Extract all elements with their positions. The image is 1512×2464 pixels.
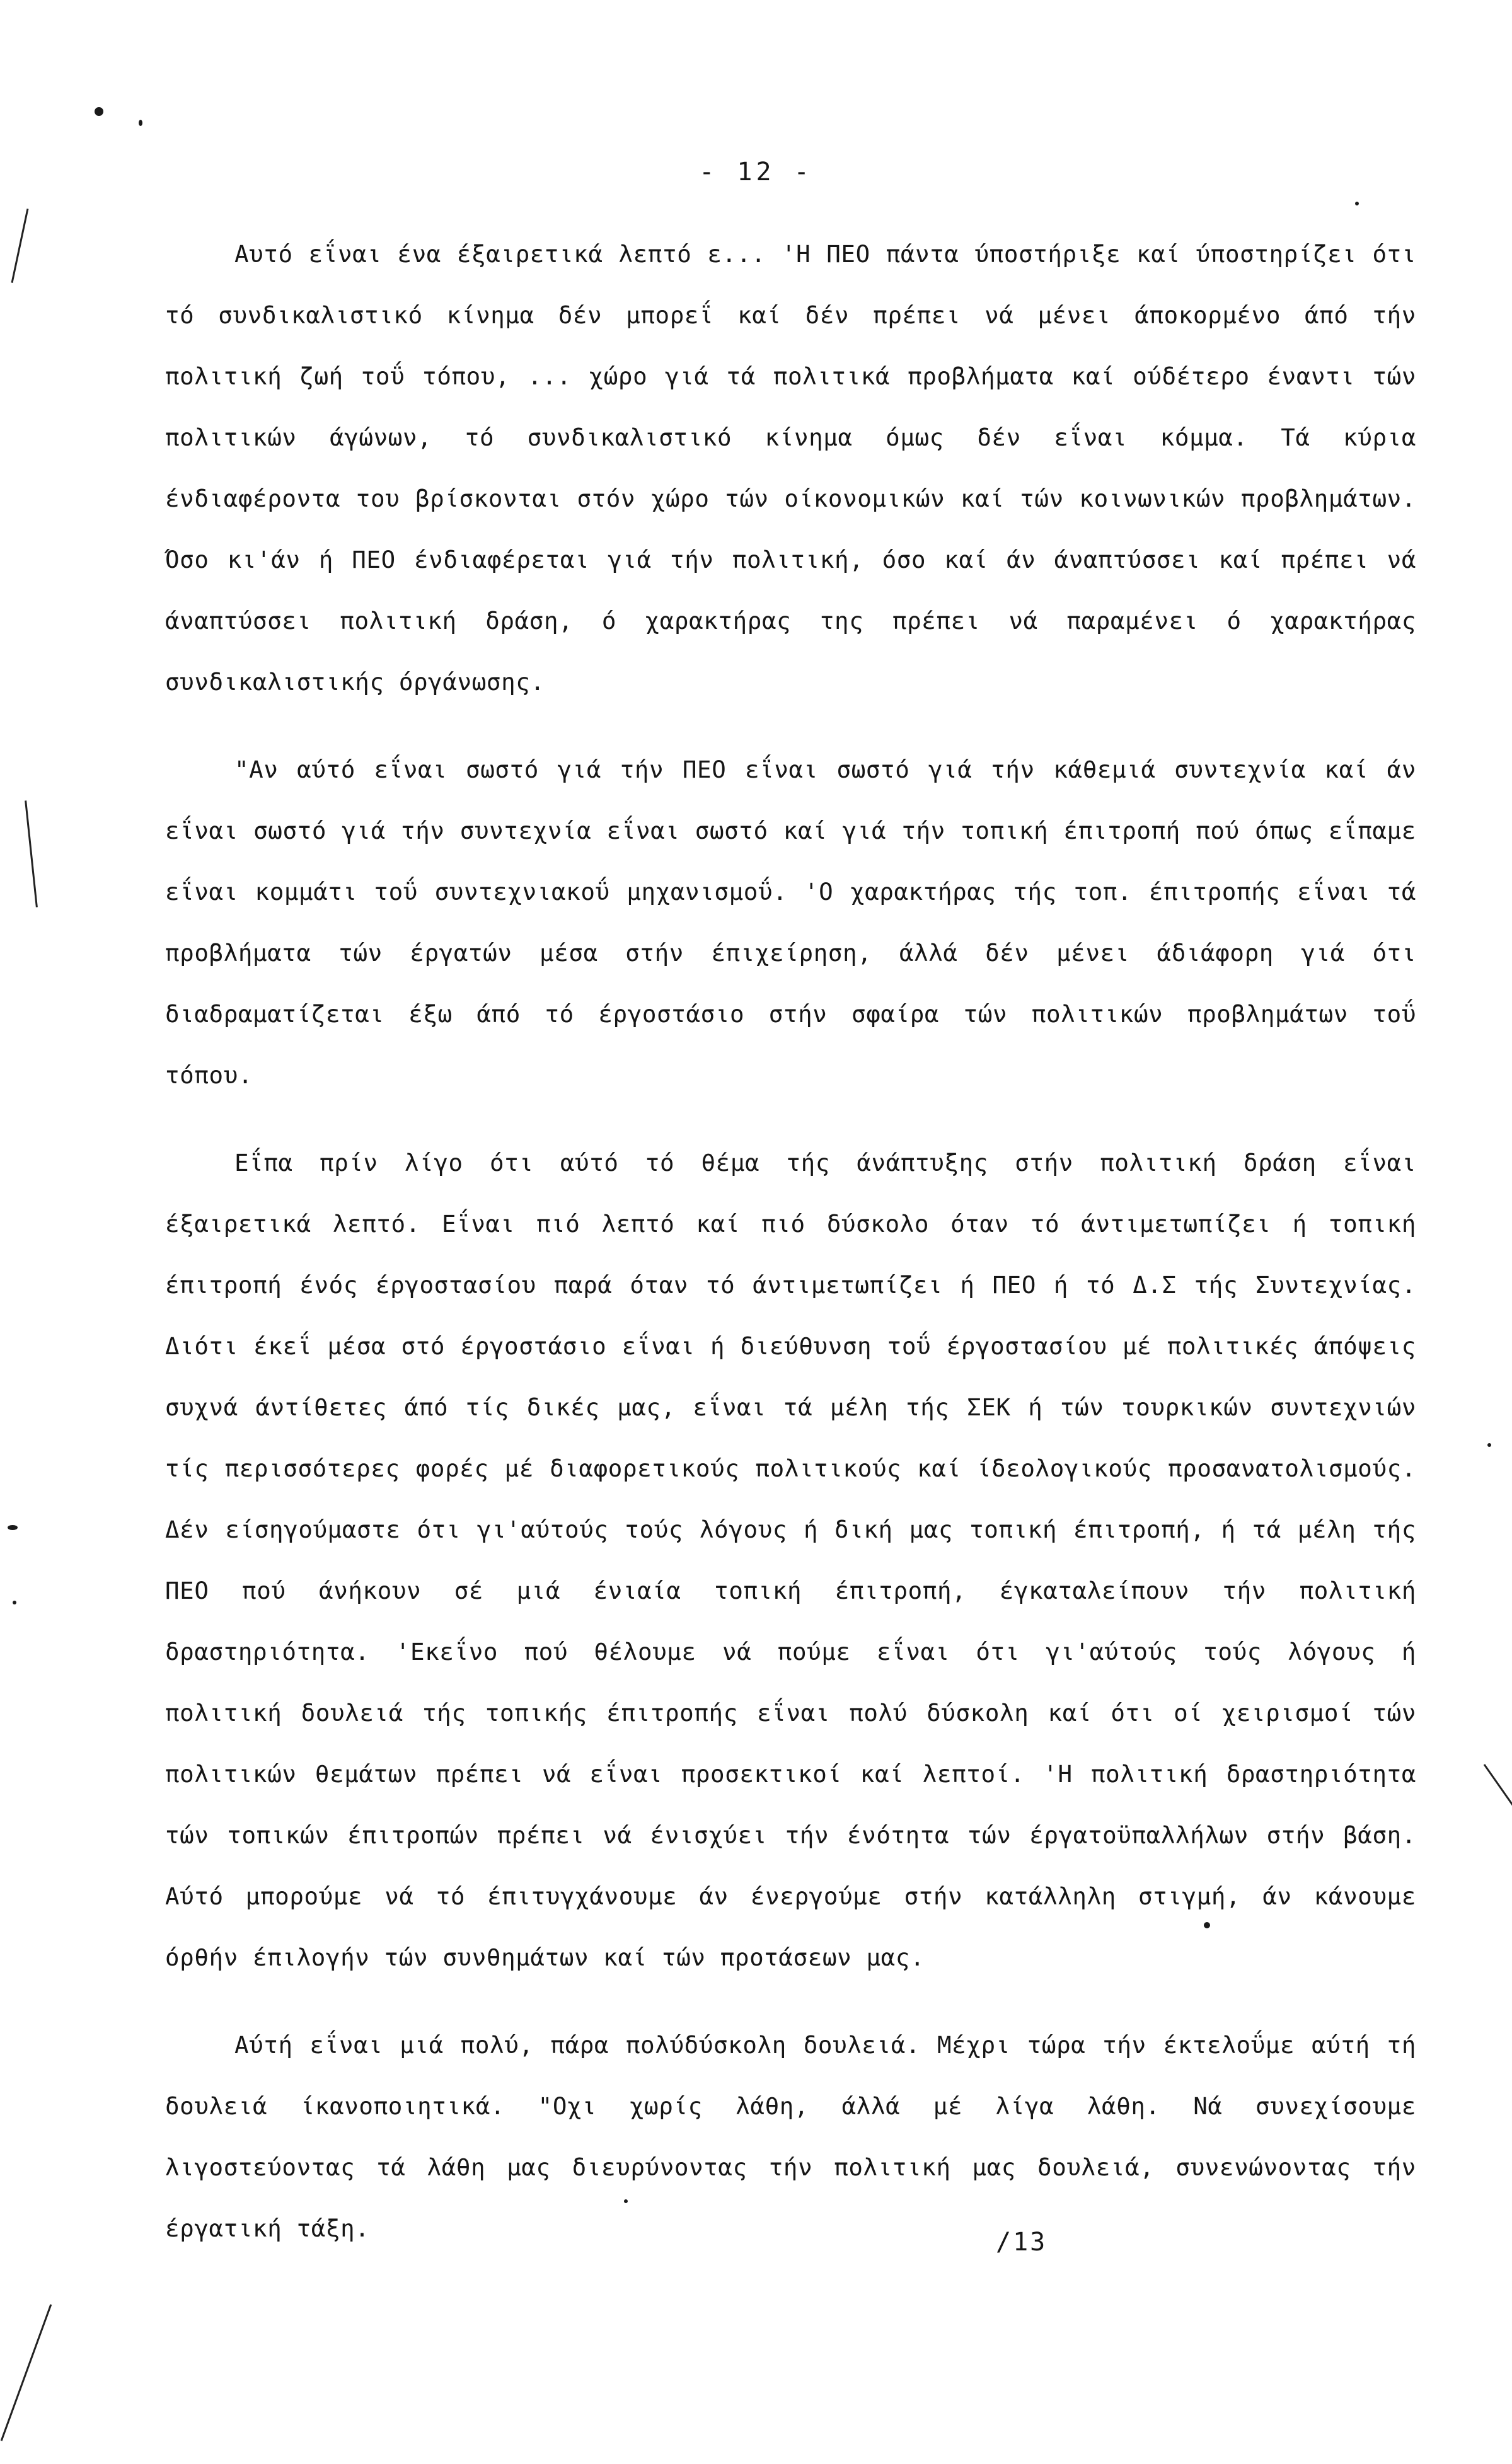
paragraph-conclusion: Αύτή εΐναι μιά πολύ, πάρα πολύδύσκολη δουλειά. Μέχρι τώρα τήν έκτελοΰμε αύτή τή δουλειά ίκανοποιητικά. "Οχι χωρίς λάθη, άλλά μέ λίγα λάθη. Νά συνεχίσουμε λιγοστεύοντας τά λάθη μας διευρύνοντας τήν πολιτική μας δουλειά, συνενώνοντας τήν έργατική τάξη. — [165, 2031, 1416, 2242]
paragraph-local-committee: "Αν αύτό εΐναι σωστό γιά τήν ΠΕΟ εΐναι σωστό γιά τήν κάθεμιά συντεχνία καί άν εΐναι σωστό γιά τήν συντεχνία εΐναι σωστό καί γιά τήν τοπική έπιτροπή πού όπως εΐπαμε εΐναι κομμάτι τοΰ συντεχνιακοΰ μηχανισμοΰ. 'Ο χαρακτήρας τής τοπ. έπιτροπής εΐναι τά προβλήματα τών έργατών μέσα στήν έπιχείρηση, άλλά δέν μένει άδιάφορη γιά ότι διαδραματίζεται έξω άπό τό έργοστάσιο στήν σφαίρα τών πολιτικών προβλημάτων τοΰ τόπου. — [165, 756, 1416, 1089]
scan-speck — [139, 120, 142, 126]
margin-stroke — [25, 800, 38, 907]
margin-stroke — [1484, 1764, 1512, 1822]
page-number: - 12 - — [699, 158, 813, 187]
scan-speck — [8, 1525, 18, 1530]
margin-stroke — [11, 209, 29, 283]
scan-speck — [1487, 1443, 1491, 1447]
scan-speck — [1355, 202, 1359, 205]
scan-speck — [624, 2199, 628, 2203]
paragraph-political-activity: Εΐπα πρίν λίγο ότι αύτό τό θέμα τής άνάπτυξης στήν πολιτική δράση εΐναι έξαιρετικά λεπτό. Εΐναι πιό λεπτό καί πιό δύσκολο όταν τό άντιμετωπίζει ή τοπική έπιτροπή ένός έργοστασίου παρά όταν τό άντιμετωπίζει ή ΠΕΟ ή τό Δ.Σ τής Συντεχνίας. Διότι έκεΐ μέσα στό έργοστάσιο εΐναι ή διεύθυνση τοΰ έργοστασίου μέ πολιτικές άπόψεις συχνά άντίθετες άπό τίς δικές μας, εΐναι τά μέλη τής ΣΕΚ ή τών τουρκικών συντεχνιών τίς περισσότερες φορές μέ διαφορετικούς πολιτικούς καί ίδεολογικούς προσανατολισμούς. Δέν είσηγούμαστε ότι γι'αύτούς τούς λόγους ή δική μας τοπική έπιτροπή, ή τά μέλη τής ΠΕΟ πού άνήκουν σέ μιά ένιαία τοπική έπιτροπή, έγκαταλείπουν τήν πολιτική δραστηριότητα. 'Εκεΐνο πού θέλουμε νά πούμε εΐναι ότι γι'αύτούς τούς λόγους ή πολιτική δουλειά τής τοπικής έπιτροπής εΐναι πολύ δύσκολη καί ότι οί χειρισμοί τών πολιτικών θεμάτων πρέπει νά εΐναι προσεκτικοί καί λεπτοί. 'Η πολιτική δραστηριότητα τών τοπικών έπιτροπών πρέπει νά ένισχύει τήν ένότητα τών έργατοϋπαλλήλων στήν βάση. Αύτό μπορούμε νά τό έπιτυγχάνουμε άν ένεργούμε στήν κατάλληλη στιγμή, άν κάνουμε όρθήν έπιλογήν τών συνθημάτων καί τών προτάσεων μας. — [165, 1149, 1416, 1971]
scan-speck — [1204, 1922, 1210, 1928]
margin-stroke — [1, 2304, 52, 2441]
continuation-marker: /13 — [996, 2228, 1047, 2257]
scan-speck — [13, 1601, 16, 1604]
paragraph-political-role: Αυτό εΐναι ένα έξαιρετικά λεπτό ε... 'Η ΠΕΟ πάντα ύποστήριξε καί ύποστηρίζει ότι τό συνδικαλιστικό κίνημα δέν μπορεΐ καί δέν πρέπει νά μένει άποκορμένο άπό τήν πολιτική ζωή τοΰ τόπου, ... χώρο γιά τά πολιτικά προβλήματα καί ούδέτερο έναντι τών πολιτικών άγώνων, τό συνδικαλιστικό κίνημα όμως δέν εΐναι κόμμα. Τά κύρια ένδιαφέροντα του βρίσκονται στόν χώρο τών οίκονομικών καί τών κοινωνικών προβλημάτων. Όσο κι'άν ή ΠΕΟ ένδιαφέρεται γιά τήν πολιτική, όσο καί άν άναπτύσσει καί πρέπει νά άναπτύσσει πολιτική δράση, ό χαρακτήρας της πρέπει νά παραμένει ό χαρακτήρας συνδικαλιστικής όργάνωσης. — [165, 240, 1416, 696]
scan-speck — [95, 107, 103, 116]
document-body — [165, 224, 1416, 2286]
